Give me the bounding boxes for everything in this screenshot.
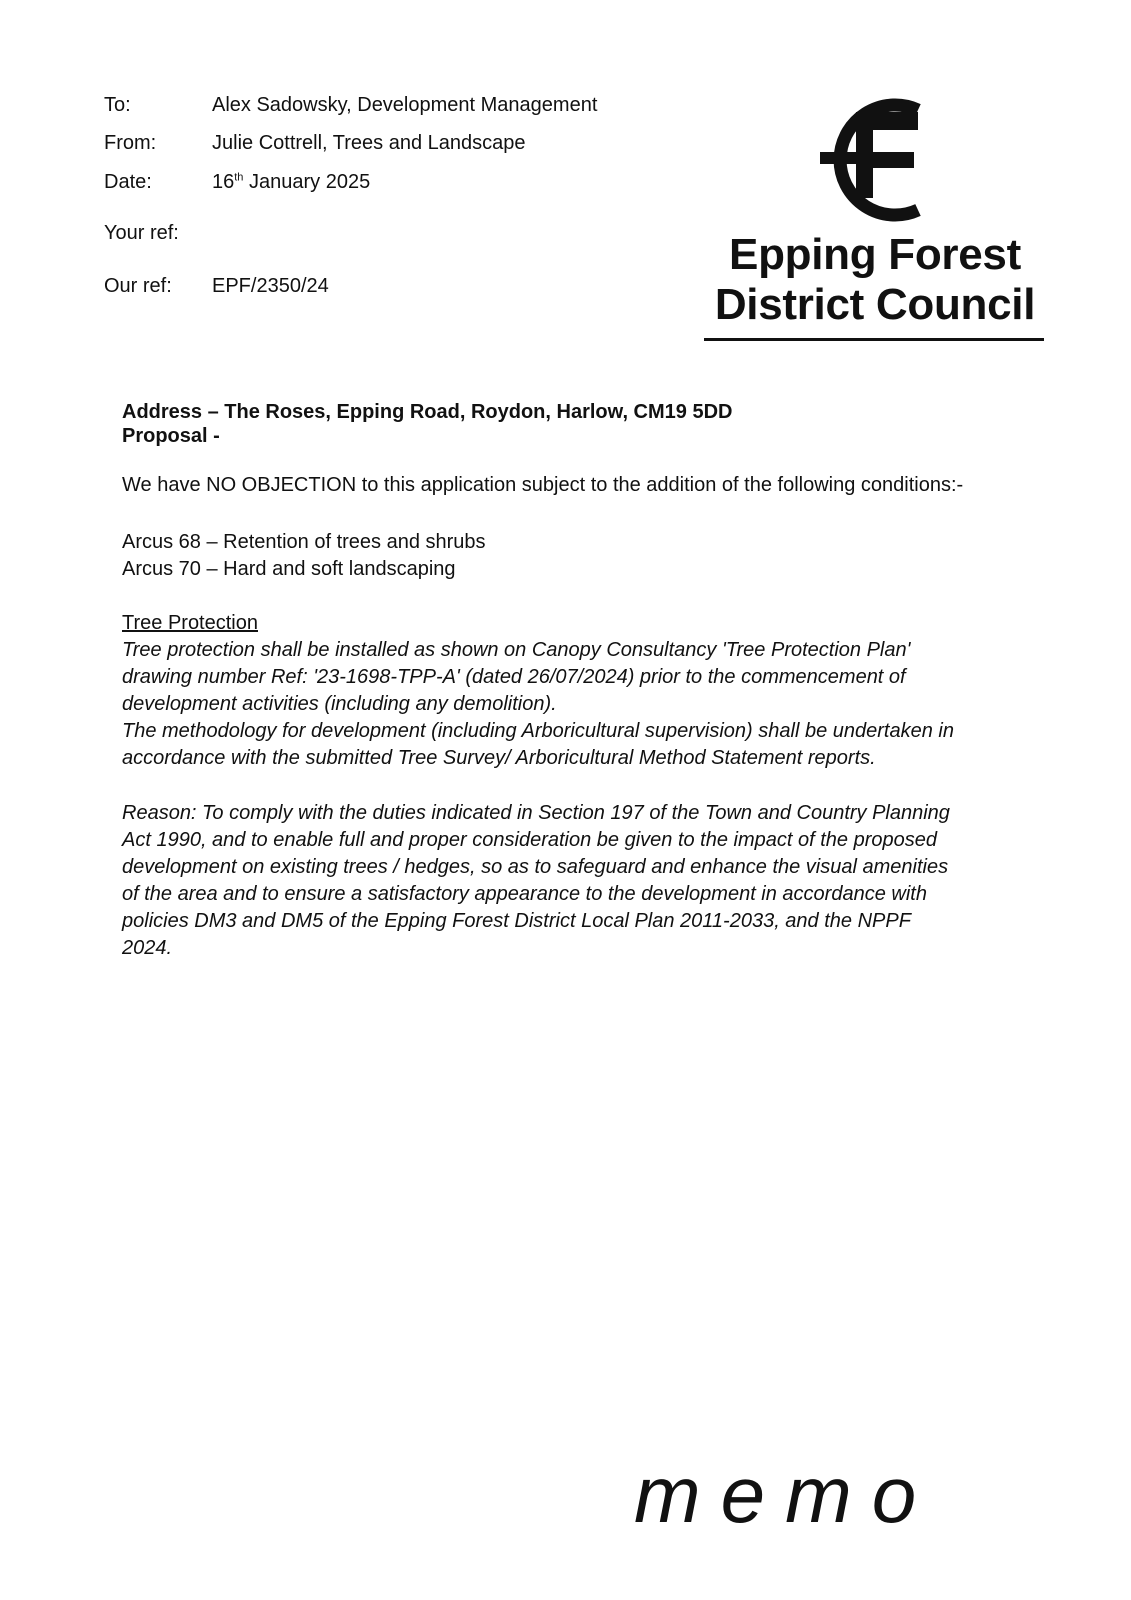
tree-line: development activities (including any demolition). (122, 693, 557, 715)
reason-line: development on existing trees / hedges, so as to safeguard and enhance the visual amenities (122, 856, 949, 878)
tree-protection-heading: Tree Protection (122, 612, 258, 634)
reason-line: Act 1990, and to enable full and proper consideration be given to the impact of the proposed (122, 829, 937, 851)
reason-line: of the area and to ensure a satisfactory appearance to the development in accordance with (122, 883, 927, 905)
condition-item: Arcus 68 – Retention of trees and shrubs (122, 531, 486, 553)
your-ref-label: Your ref: (104, 222, 179, 244)
tree-line: Tree protection shall be installed as shown on Canopy Consultancy 'Tree Protection Plan' (122, 639, 911, 661)
our-ref-value: EPF/2350/24 (212, 275, 329, 297)
council-name-line2: District Council (714, 280, 1036, 329)
our-ref-row (104, 274, 329, 298)
tree-protection-text (122, 637, 1022, 772)
date-suffix: th (234, 171, 244, 184)
council-name-line1: Epping Forest (729, 230, 1021, 279)
memo-wordmark: memo (634, 1450, 937, 1539)
date-label: Date: (104, 171, 152, 193)
tree-protection-section (122, 610, 1022, 772)
date-row (104, 170, 370, 194)
objection-text: We have NO OBJECTION to this application subject to the addition of the following conditions:- (122, 474, 964, 496)
our-ref-label: Our ref: (104, 275, 172, 297)
tree-line: The methodology for development (including Arboricultural supervision) shall be undertaken in (122, 720, 954, 742)
to-label: To: (104, 94, 131, 116)
from-value: Julie Cottrell, Trees and Landscape (212, 132, 526, 154)
reason-line: Reason: To comply with the duties indicated in Section 197 of the Town and Country Planning (122, 802, 950, 824)
address-line: Address – The Roses, Epping Road, Roydon, Harlow, CM19 5DD (122, 401, 733, 423)
reason-line: policies DM3 and DM5 of the Epping Forest District Local Plan 2011-2033, and the NPPF (122, 910, 911, 932)
address-block (122, 400, 1022, 448)
to-row (104, 93, 597, 117)
date-day: 16 (212, 171, 235, 193)
to-value: Alex Sadowsky, Development Management (212, 94, 598, 116)
date-rest: January 2025 (243, 171, 371, 193)
reason-text (122, 800, 1022, 962)
reason-line: 2024. (122, 937, 173, 959)
proposal-line: Proposal - (122, 425, 220, 447)
condition-item: Arcus 70 – Hard and soft landscaping (122, 558, 456, 580)
council-name (700, 230, 1050, 330)
conditions-list (122, 529, 1022, 583)
logo-underline (704, 338, 1044, 341)
from-row (104, 131, 526, 155)
from-label: From: (104, 132, 157, 154)
tree-line: accordance with the submitted Tree Survey/ Arboricultural Method Statement reports. (122, 747, 876, 769)
your-ref-row (104, 221, 212, 245)
council-logo (700, 90, 1050, 350)
council-emblem-icon (810, 90, 940, 230)
tree-line: drawing number Ref: '23-1698-TPP-A' (dated 26/07/2024) prior to the commencement of (122, 666, 906, 688)
